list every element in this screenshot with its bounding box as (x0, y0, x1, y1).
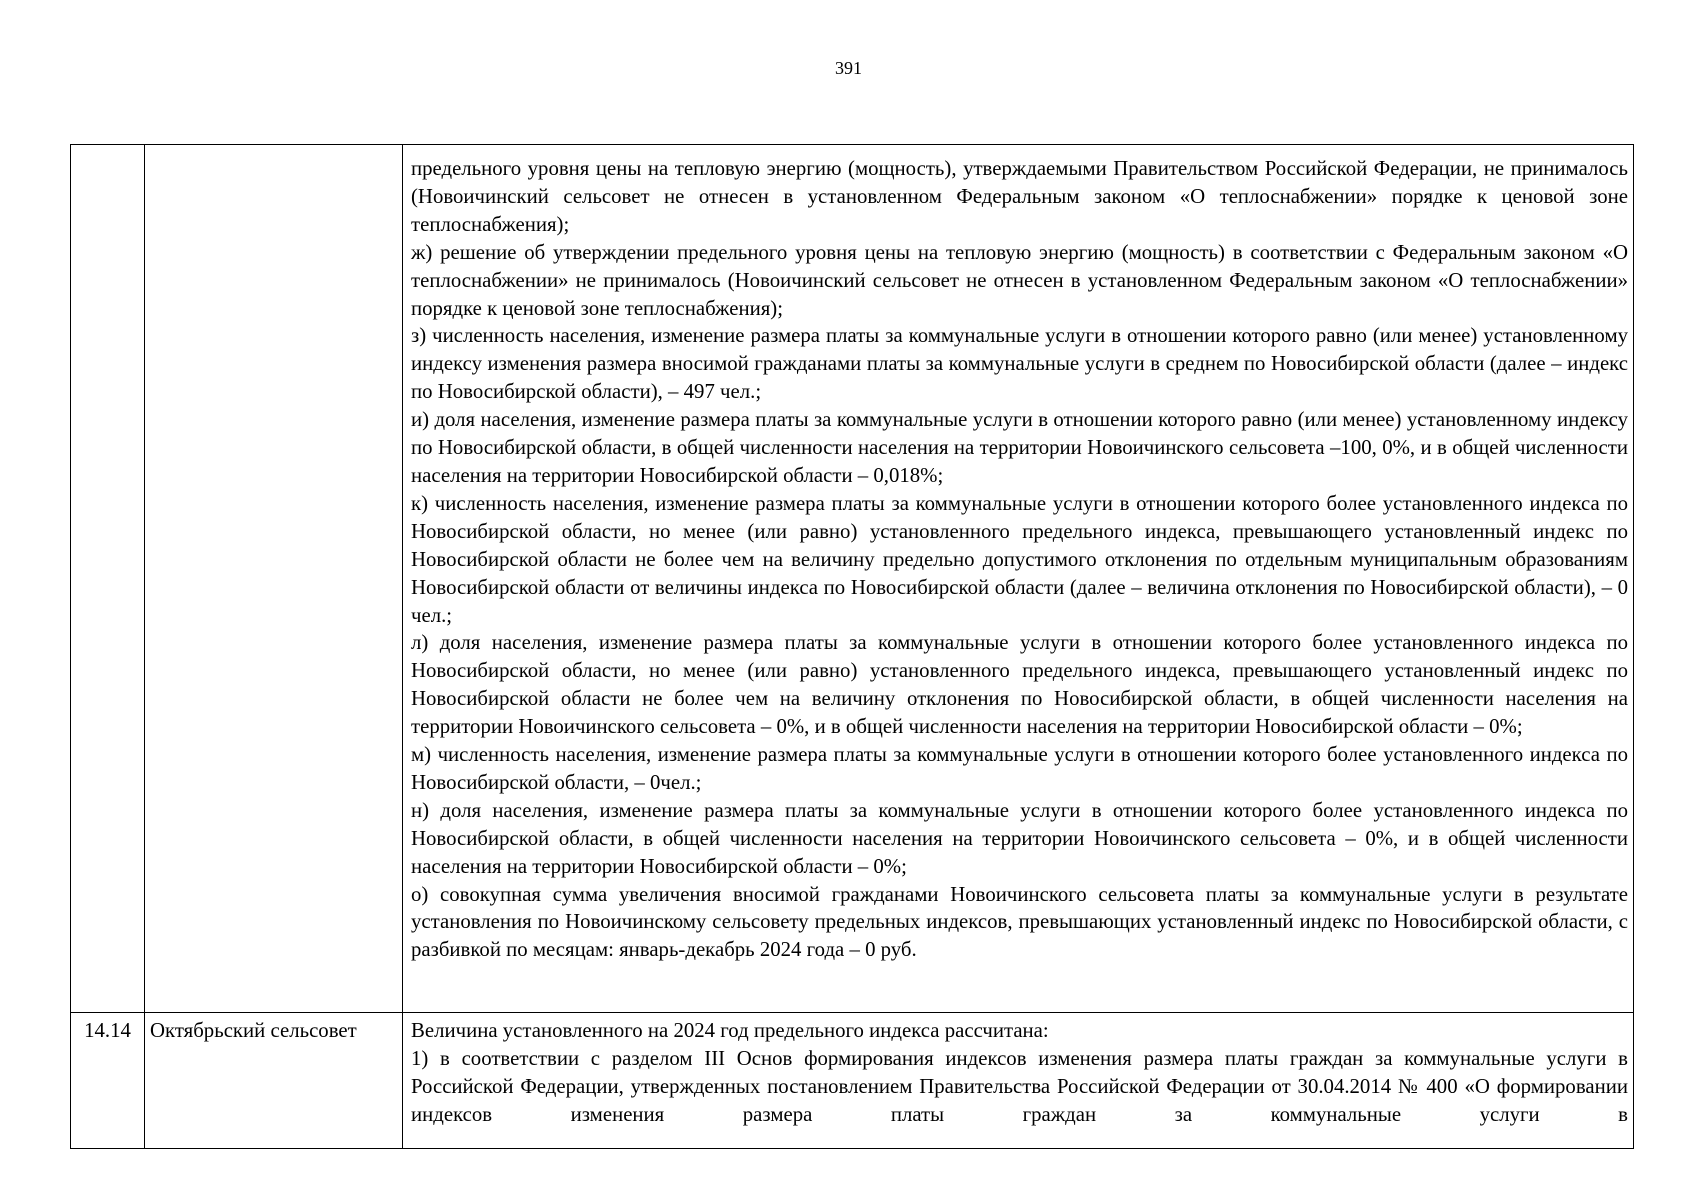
paragraph-zh: ж) решение об утверждении предельного уровня цены на тепловую энергию (мощность) в соответствии с Федеральным законом «О теплоснабжении» не принималось (Новоичинский сельсовет не отнесен в установленном Федеральным законом «О теплоснабжении» порядке к ценовой зоне теплоснабжения); (411, 240, 1628, 320)
paragraph-z: з) численность населения, изменение размера платы за коммунальные услуги в отношении которого равно (или менее) установленному индексу изменения размера вносимой гражданами платы за коммунальные услуги в среднем по Новосибирской области (далее – индекс по Новосибирской области), – 497 чел.; (411, 324, 1628, 404)
row-number-cell: 14.14 (71, 1013, 145, 1149)
municipality-name-cell: Октябрьский сельсовет (145, 1013, 403, 1149)
page-number: 391 (835, 58, 862, 78)
paragraph-e-continued: предельного уровня цены на тепловую энергию (мощность), утверждаемыми Правительством Российской Федерации, не принималось (Новоичинский сельсовет не отнесен в установленном Федеральным законом «О теплоснабжении» порядке к ценовой зоне теплоснабжения); (411, 157, 1628, 236)
description-cell (403, 145, 1634, 1013)
paragraph-1: 1) в соответствии с разделом III Основ формирования индексов изменения размера платы граждан за коммунальные услуги в Российской Федерации, утвержденных постановлением Правительства Российской Федерации от 30.04.2014 № 400 «О формировании индексов изменения размера платы граждан за коммунальные услуги в (411, 1046, 1628, 1126)
paragraph-i: и) доля населения, изменение размера платы за коммунальные услуги в отношении которого равно (или менее) установленному индексу по Новосибирской области, в общей численности населения на территории Новоичинского сельсовета –100, 0%, и в общей численности населения на территории Новосибирской области – 0,018%; (411, 408, 1628, 487)
content-table (70, 144, 1634, 1149)
paragraph-intro: Величина установленного на 2024 год предельного индекса рассчитана: (411, 1019, 1049, 1042)
row-number-cell (71, 145, 145, 1013)
municipality-name-cell (145, 145, 403, 1013)
paragraph-k: к) численность населения, изменение размера платы за коммунальные услуги в отношении которого более установленного индекса по Новосибирской области, но менее (или равно) установленного предельного индекса, превышающего установленный индекс по Новосибирской области не более чем на величину предельно допустимого отклонения по отдельным муниципальным образованиям Новосибирской области от величины индекса по Новосибирской области (далее – величина отклонения по Новосибирской области), – 0 чел.; (411, 491, 1628, 627)
table-row (71, 1013, 1634, 1149)
paragraph-n: н) доля населения, изменение размера платы за коммунальные услуги в отношении которого более установленного индекса по Новосибирской области, в общей численности населения на территории Новоичинского сельсовета – 0%, и в общей численности населения на территории Новосибирской области – 0%; (411, 798, 1628, 878)
paragraph-o: о) совокупная сумма увеличения вносимой гражданами Новоичинского сельсовета платы за коммунальные услуги в результате установления по Новоичинскому сельсовету предельных индексов, превышающих установленный индекс по Новосибирской области, с разбивкой по месяцам: январь-декабрь 2024 года – 0 руб. (411, 882, 1628, 962)
paragraph-m: м) численность населения, изменение размера платы за коммунальные услуги в отношении которого более установленного индекса по Новосибирской области, – 0чел.; (411, 743, 1628, 794)
description-cell (403, 1013, 1634, 1149)
paragraph-l: л) доля населения, изменение размера платы за коммунальные услуги в отношении которого более установленного индекса по Новосибирской области, но менее (или равно) установленного предельного индекса, превышающего установленный индекс по Новосибирской области не более чем на величину отклонения по Новосибирской области, в общей численности населения на территории Новоичинского сельсовета – 0%, и в общей численности населения на территории Новосибирской области – 0%; (411, 631, 1628, 739)
table-row (71, 145, 1634, 1013)
